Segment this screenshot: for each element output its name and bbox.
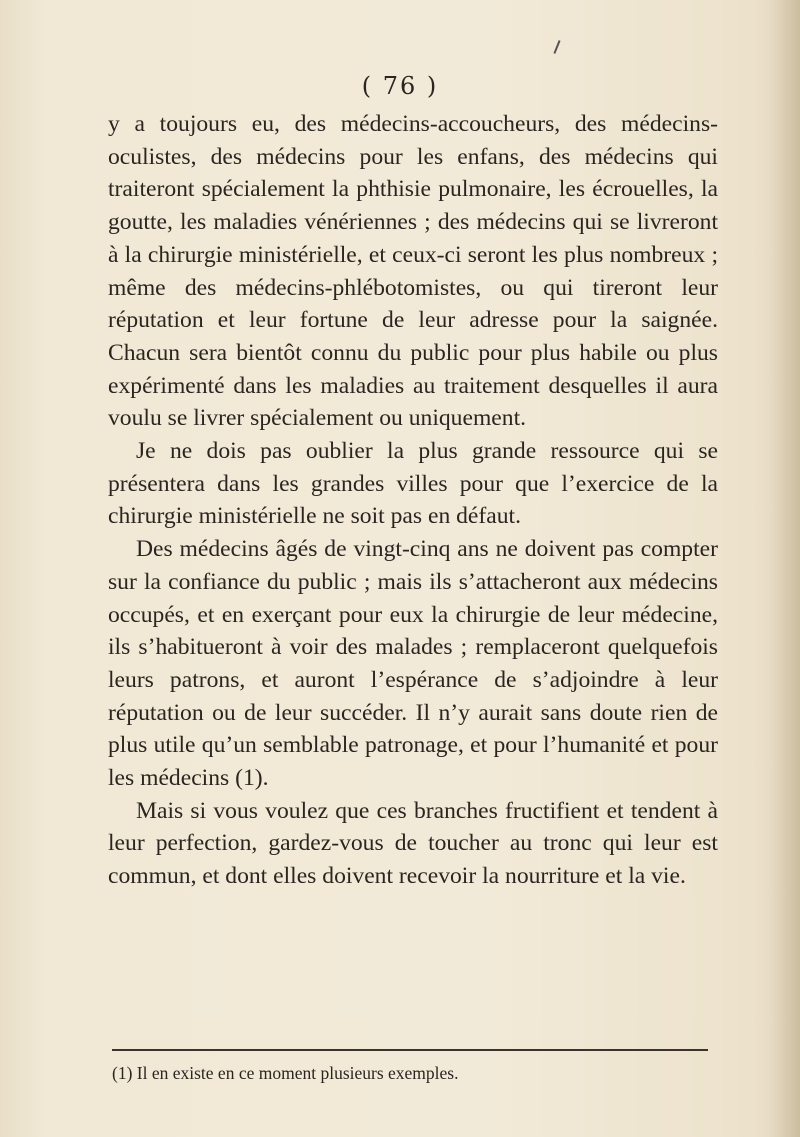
paragraph-1: y a toujours eu, des médecins-accoucheurs, des médecins-oculistes, des médecins pour les enfans, des médecins qui traiteront spécialement la phthisie pulmonaire, les écrouelles, la goutte, les maladies vénériennes ; des médecins qui se livreront à la chirurgie ministérielle, et ceux-ci seront les plus nombreux ; même des médecins-phlébotomistes, ou qui tireront leur réputation et leur fortune de leur adresse pour la saignée. Chacun sera bientôt connu du public pour plus habile ou plus expérimenté dans les maladies au traitement desquelles il aura voulu se livrer spécialement ou uniquement.: [108, 111, 718, 432]
body-text: [108, 108, 718, 893]
paragraph-3: Des médecins âgés de vingt-cinq ans ne doivent pas compter sur la confiance du public ; mais ils s’attacheront aux médecins occupés, et en exerçant pour eux la chirurgie de leur médecine, ils s’habitueront à voir des malades ; remplaceront quelquefois leurs patrons, et auront l’espérance de s’adjoindre à leur réputation ou de leur succéder. Il n’y aurait sans doute rien de plus utile qu’un semblable patronage, et pour l’humanité et pour les médecins (1).: [108, 536, 718, 792]
ink-mark: [553, 40, 560, 54]
paragraph-4: Mais si vous voulez que ces branches fructifient et tendent à leur perfection, gardez-vous de toucher au tronc qui leur est commun, et dont elles doivent recevoir la nourriture et la vie.: [108, 797, 718, 890]
paragraph-2: Je ne dois pas oublier la plus grande ressource qui se présentera dans les grandes villes pour que l’exercice de la chirurgie ministérielle ne soit pas en défaut.: [108, 438, 718, 530]
footnote-divider: [112, 1049, 708, 1051]
footnote: (1) Il en existe en ce moment plusieurs exemples.: [112, 1063, 459, 1083]
page-edge-shadow: [772, 0, 800, 1137]
page-number: ( 76 ): [361, 72, 439, 100]
